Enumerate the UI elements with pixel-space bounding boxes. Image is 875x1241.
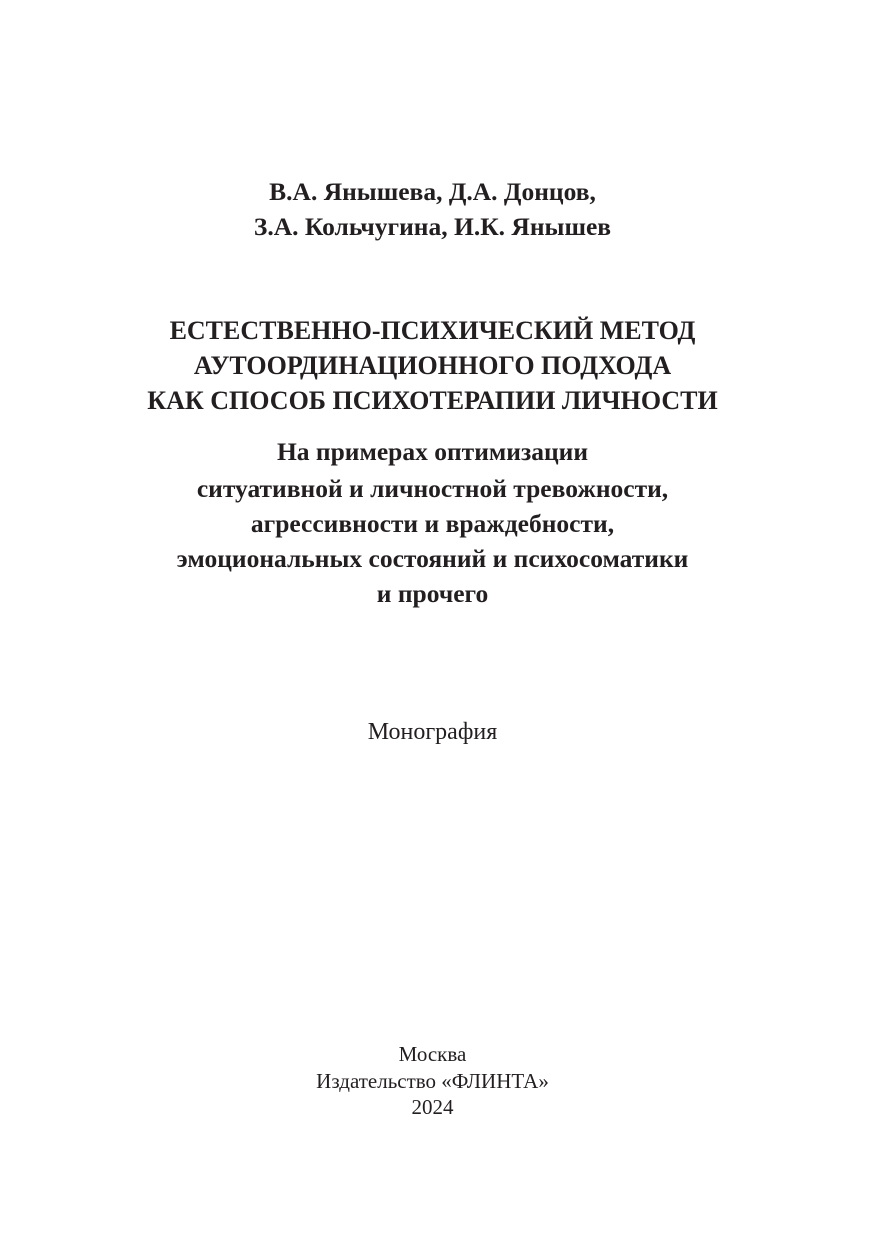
subtitle-line-2: ситуативной и личностной тревожности,: [196, 474, 669, 503]
subtitle-line-5: и прочего: [376, 579, 489, 608]
subtitle-line-4: эмоциональных состояний и психосоматики: [176, 544, 689, 573]
imprint-city: Москва: [398, 1042, 467, 1066]
title-line-3: КАК СПОСОБ ПСИХОТЕРАПИИ ЛИЧНОСТИ: [147, 386, 718, 415]
title-line-1: ЕСТЕСТВЕННО-ПСИХИЧЕСКИЙ МЕТОД: [169, 316, 696, 345]
imprint-year: 2024: [411, 1095, 454, 1119]
genre-label: Монография: [367, 719, 498, 745]
title-line-2: АУТООРДИНАЦИОННОГО ПОДХОДА: [193, 351, 672, 380]
imprint-publisher: Издательство «ФЛИНТА»: [316, 1069, 549, 1093]
subtitle-line-1: На примерах оптимизации: [276, 437, 589, 466]
subtitle-line-3: агрессивности и враждебности,: [250, 509, 615, 538]
authors-line-2: З.А. Кольчугина, И.К. Янышев: [253, 212, 612, 241]
authors-line-1: В.А. Янышева, Д.А. Донцов,: [269, 177, 596, 206]
